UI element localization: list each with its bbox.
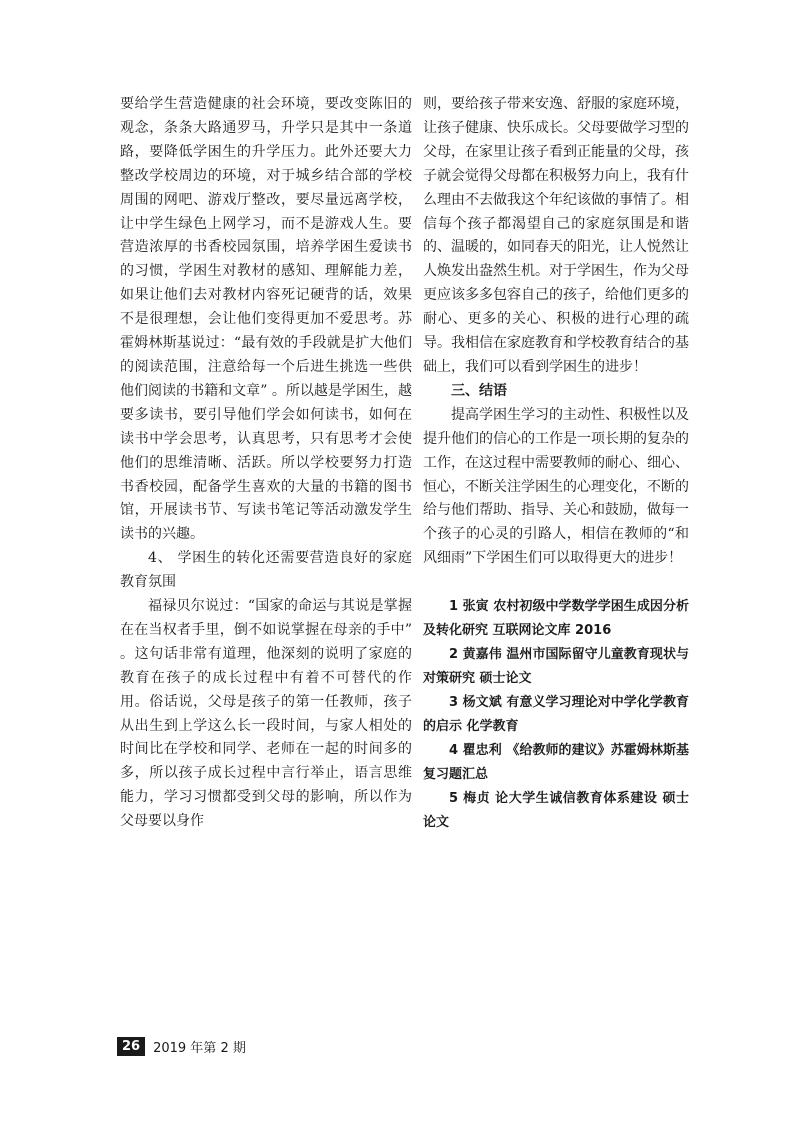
- left-column: [120, 93, 412, 834]
- body-paragraph: 要给学生营造健康的社会环境，要改变陈旧的观念，条条大路通罗马，升学只是其中一条道路，要降低学困生的升学压力。此外还要大力整改学校周边的环境，对于城乡结合部的学校周围的网吧、游戏厅整改，要尽量远离学校，让中学生绿色上网学习，而不是游戏人生。要营造浓厚的书香校园氛围，培养学困生爱读书的习惯，学困生对教材的感知、理解能力差，如果让他们去对教材内容死记硬背的话，效果不是很理想，会让他们变得更加不爱思考。苏霍姆林斯基说过：“最有效的手段就是扩大他们的阅读范围，注意给每一个后进生挑选一些供他们阅读的书籍和文章” 。所以越是学困生，越要多读书，要引导他们学会如何读书，如何在读书中学会思考，认真思考，只有思考才会使他们的思维清晰、活跃。所以学校要努力打造书香校园，配备学生喜欢的大量的书籍的图书馆，开展读书节、写读书笔记等活动激发学生读书的兴趣。: [120, 96, 412, 543]
- body-paragraph: 福禄贝尔说过：“国家的命运与其说是掌握在在当权者手里，倒不如说掌握在母亲的手中” 。这句话非常有道理，他深刻的说明了家庭的教育在孩子的成长过程中有着不可替代的作用。俗话说，父母是孩子的第一任教师，孩子从出生到上学这么长一段时间，与家人相处的时间比在学校和同学、老师在一起的时间多的多，所以孩子成长过程中言行举止，语言思维能力，学习习惯都受到父母的影响，所以作为父母要以身作: [120, 598, 412, 830]
- section-heading-conclusion: 三、结语: [451, 382, 507, 399]
- references-list: [423, 595, 689, 835]
- section-heading-4: 4、 学困生的转化还需要营造良好的家庭教育氛围: [120, 550, 412, 591]
- right-column: [423, 93, 689, 835]
- reference-item: 1 张寅 农村初级中学数学学困生成因分析及转化研究 互联网论文库 2016: [423, 599, 689, 639]
- page-number: 26: [117, 1037, 145, 1056]
- reference-item: 5 梅贞 论大学生诚信教育体系建设 硕士论文: [423, 791, 689, 831]
- page-footer: [117, 1037, 246, 1056]
- body-paragraph: 提高学困生学习的主动性、积极性以及提升他们的信心的工作是一项长期的复杂的工作，在这过程中需要教师的耐心、细心、恒心，不断关注学困生的心理变化，不断的给与他们帮助、指导、关心和鼓励，做每一个孩子的心灵的引路人，相信在教师的“和风细雨”下学困生们可以取得更大的进步！: [423, 406, 689, 567]
- issue-label: 2019 年第 2 期: [153, 1041, 246, 1056]
- reference-item: 4 瞿忠利 《给教师的建议》苏霍姆林斯基复习题汇总: [423, 743, 689, 783]
- reference-item: 2 黄嘉伟 温州市国际留守儿童教育现状与对策研究 硕士论文: [423, 647, 689, 687]
- body-paragraph: 则，要给孩子带来安逸、舒服的家庭环境，让孩子健康、快乐成长。父母要做学习型的父母，在家里让孩子看到正能量的父母，孩子就会觉得父母都在积极努力向上，我有什么理由不去做我这个年纪该做的事情了。相信每个孩子都渴望自己的家庭氛围是和谐的、温暖的，如同春天的阳光，让人悦然让人焕发出盎然生机。对于学困生，作为父母更应该多多包容自己的孩子，给他们更多的耐心、更多的关心、积极的进行心理的疏导。我相信在家庭教育和学校教育结合的基础上，我们可以看到学困生的进步！: [423, 96, 689, 375]
- reference-item: 3 杨文斌 有意义学习理论对中学化学教育的启示 化学教育: [423, 695, 689, 735]
